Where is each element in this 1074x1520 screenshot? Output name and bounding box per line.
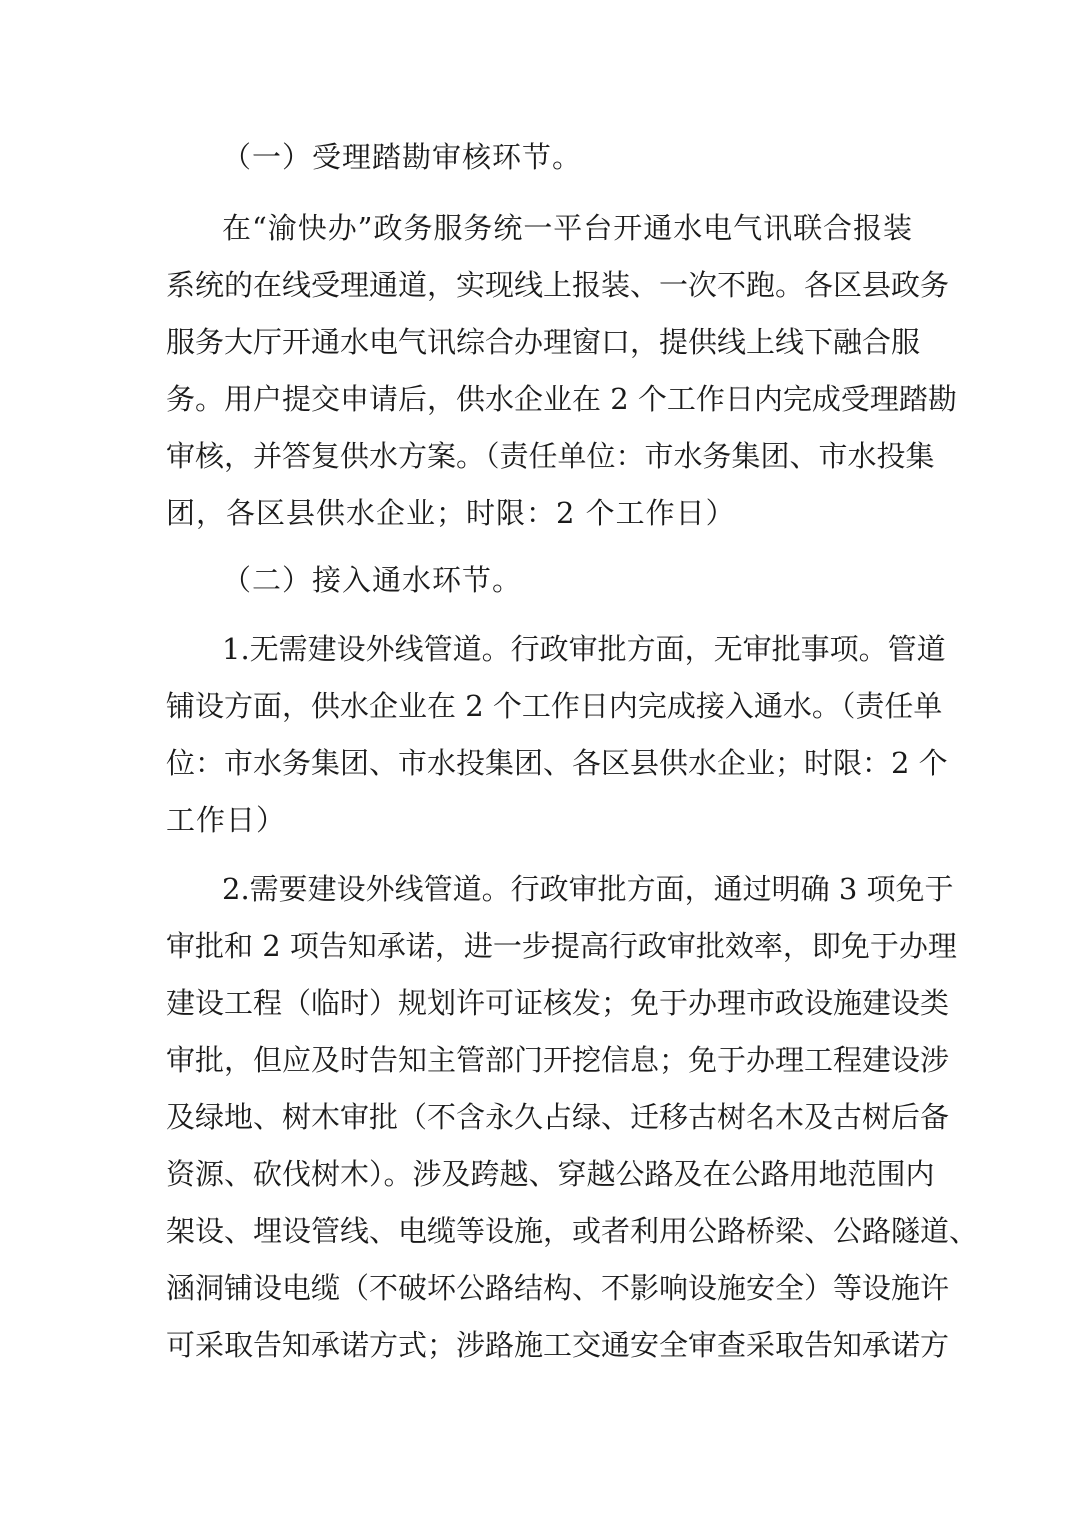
paragraph-line: 资源、砍伐树木）。涉及跨越、穿越公路及在公路用地范围内 — [166, 1157, 935, 1191]
paragraph-line: 服务大厅开通水电气讯综合办理窗口，提供线上线下融合服 — [166, 325, 921, 359]
paragraph-line: 审核，并答复供水方案。（责任单位：市水务集团、市水投集 — [166, 439, 935, 473]
paragraph-line: 2.需要建设外线管道。行政审批方面，通过明确 3 项免于 — [222, 872, 954, 906]
paragraph-line: 审批和 2 项告知承诺，进一步提高行政审批效率，即免于办理 — [166, 929, 957, 963]
paragraph-line: 审批，但应及时告知主管部门开挖信息；免于办理工程建设涉 — [166, 1043, 950, 1077]
section-heading-1: （一）受理踏勘审核环节。 — [222, 140, 583, 174]
paragraph-line: 在“渝快办”政务服务统一平台开通水电气讯联合报装 — [222, 211, 912, 245]
paragraph-line: 位：市水务集团、市水投集团、各区县供水企业；时限：2 个 — [166, 746, 948, 780]
section-heading-2: （二）接入通水环节。 — [222, 563, 523, 597]
paragraph-line: 团，各区县供水企业；时限：2 个工作日） — [166, 496, 736, 530]
paragraph-line: 1.无需建设外线管道。行政审批方面，无审批事项。管道 — [222, 632, 946, 666]
paragraph-line: 系统的在线受理通道，实现线上报装、一次不跑。各区县政务 — [166, 268, 950, 302]
paragraph-line: 涵洞铺设电缆（不破坏公路结构、不影响设施安全）等设施许 — [166, 1271, 950, 1305]
paragraph-line: 务。用户提交申请后，供水企业在 2 个工作日内完成受理踏勘 — [166, 382, 957, 416]
paragraph-line: 可采取告知承诺方式；涉路施工交通安全审查采取告知承诺方 — [166, 1328, 950, 1362]
paragraph-line: 架设、埋设管线、电缆等设施，或者利用公路桥梁、公路隧道、 — [166, 1214, 979, 1248]
paragraph-line: 及绿地、树木审批（不含永久占绿、迁移古树名木及古树后备 — [166, 1100, 950, 1134]
paragraph-line: 工作日） — [166, 803, 287, 837]
paragraph-line: 建设工程（临时）规划许可证核发；免于办理市政设施建设类 — [166, 986, 950, 1020]
paragraph-line: 铺设方面，供水企业在 2 个工作日内完成接入通水。（责任单 — [166, 689, 943, 723]
